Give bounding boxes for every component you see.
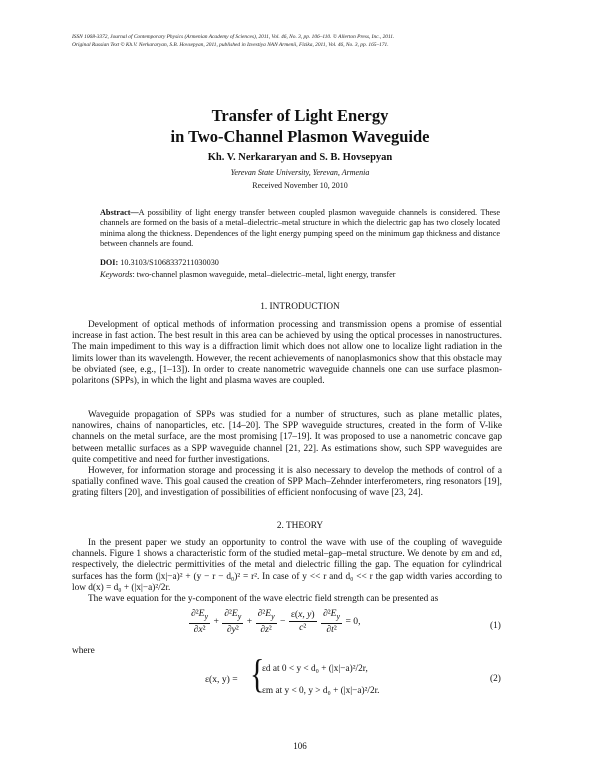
doi-label: DOI: bbox=[100, 258, 119, 267]
eq1-tail: = 0, bbox=[345, 616, 361, 628]
eq1-term-x: $\frac{\partial^2E_y}{\text{∂x²}}$ bbox=[191, 608, 209, 635]
abstract-text: A possibility of light energy transfer between coupled plasmon waveguide channels is considered. These channels are formed on the basis of a metal–dielectric–metal structure in which the dielectric gap has two closely located minima along the thickness. Dependences of the light energy pumping speed on the minimum gap thickness and distance between channels are found. bbox=[100, 208, 500, 249]
theory-paragraph-2: The wave equation for the y-component of the wave electric field strength can be presented as bbox=[88, 594, 439, 604]
eq2-brace: { bbox=[250, 652, 265, 697]
keywords-label: Keywords bbox=[100, 270, 133, 279]
abstract-label: Abstract— bbox=[100, 208, 139, 217]
section-heading-introduction: 1. INTRODUCTION bbox=[260, 302, 340, 312]
eq2-case-2: εm at y < 0, y > d₀ + (|x|−a)²/2r. bbox=[262, 686, 380, 696]
section-heading-theory: 2. THEORY bbox=[276, 521, 324, 531]
eq2-lhs: ε(x, y) = bbox=[205, 674, 238, 685]
title-line-1: Transfer of Light Energy bbox=[211, 106, 389, 125]
equation-1: $\frac{\partial^2E_y}{\text{∂x²}}$ + $\frac{\partial^2E_y}{\text{∂y²}}$ + $\frac{\partial^2E_y}{\text{∂z²}}$ − $\frac{\varepsilon(x, y)}{\text{c²}}$ $\frac{\partial^2E_y}{\text{∂t²}}$ = 0, bbox=[191, 608, 361, 635]
equation-1-number: (1) bbox=[490, 621, 501, 631]
page-number: 106 bbox=[293, 741, 307, 751]
theory-paragraph-1: In the present paper we study an opportunity to control the wave with use of the coupling of waveguide channels. Figure 1 shows a characteristic form of the studied metal–gap–metal structure. We denote by εm and εd, respectively, the dielectric permittivities of the metal and dielectric filling the gap. The equation for cylindrical surfaces has the form (|x|−a)² + (y − r − d₀)² = r². In case of y << r and d₀ << r the gap width varies according to low d(x) = d₀ + (|x|−a)²/2r. bbox=[72, 538, 502, 593]
affiliation: Yerevan State University, Yerevan, Armenia bbox=[230, 168, 370, 177]
eq1-term-y: $\frac{\partial^2E_y}{\text{∂y²}}$ bbox=[224, 608, 242, 635]
eq1-term-z: $\frac{\partial^2E_y}{\text{∂z²}}$ bbox=[257, 608, 275, 635]
received-date: Received November 10, 2010 bbox=[252, 181, 348, 190]
intro-paragraph-3: However, for information storage and processing it is also necessary to develop the methods of control of a spatially confined wave. This goal caused the creation of SPP Mach–Zehnder interferometers, ring resonators [19], grating filters [20], and investigation of possibilities of efficient nonfocusing of wave [23, 24]. bbox=[72, 466, 502, 499]
eq1-term-t: $\frac{\partial^2E_y}{\text{∂t²}}$ bbox=[323, 608, 341, 635]
where-text: where bbox=[72, 646, 95, 656]
authors: Kh. V. Nerkararyan and S. B. Hovsepyan bbox=[207, 152, 393, 163]
intro-paragraph-2: Waveguide propagation of SPPs was studied for a number of structures, such as plane metallic plates, nanowires, chains of nanoparticles, etc. [14–20]. The SPP waveguide structures, created in the form of V-like channels on the metal surface, are the most promising [17–19]. It was proposed to use a nanometric concave gap between metallic surfaces as a SPP waveguide channel [21, 22]. As estimations show, such SPP waveguides are quite competitive and need for further investigations. bbox=[72, 410, 502, 465]
intro-paragraph-1: Development of optical methods of information processing and transmission opens a promise of essential increase in fast action. The best result in this area can be achieved by using the optical processes in nanostructures. The main impediment to this way is a diffraction limit which does not allow one to localize light radiation in the limits lower than its wavelength. However, the recent achievements of nanoplasmonics show that this obstacle may be obviated (see, e.g., [1–13]). In order to create nanometric waveguide channels one can use surface plasmon-polaritons (SPPs), in which the light and plasma waves are coupled. bbox=[72, 320, 502, 387]
equation-2-number: (2) bbox=[490, 674, 501, 684]
keywords bbox=[100, 270, 396, 279]
equation-2 bbox=[0, 652, 600, 708]
doi bbox=[100, 258, 219, 267]
header-line-2: Original Russian Text © Kh.V. Nerkararyan, S.B. Hovsepyan, 2011, published in Izvestiya NAN Armenii, Fizika, 2011, Vol. 46, No. 3, pp. 165–171. bbox=[72, 42, 389, 48]
eq1-term-eps: $\frac{\varepsilon(x, y)}{\text{c²}}$ bbox=[290, 609, 315, 634]
abstract bbox=[100, 208, 500, 250]
keywords-value: : two-channel plasmon waveguide, metal–dielectric–metal, light energy, transfer bbox=[132, 270, 396, 279]
title-line-2: in Two-Channel Plasmon Waveguide bbox=[170, 127, 430, 146]
eq2-case-1: εd at 0 < y < d₀ + (|x|−a)²/2r, bbox=[262, 664, 368, 674]
journal-header bbox=[72, 33, 542, 49]
doi-value: 10.3103/S1068337211030030 bbox=[118, 258, 219, 267]
header-line-1: ISSN 1068-3372, Journal of Contemporary Physics (Armenian Academy of Sciences), 2011, Vol. 46, No. 3, pp. 106–110. © Allerton Press, Inc., 2011. bbox=[72, 34, 395, 40]
paper-title bbox=[0, 105, 600, 147]
